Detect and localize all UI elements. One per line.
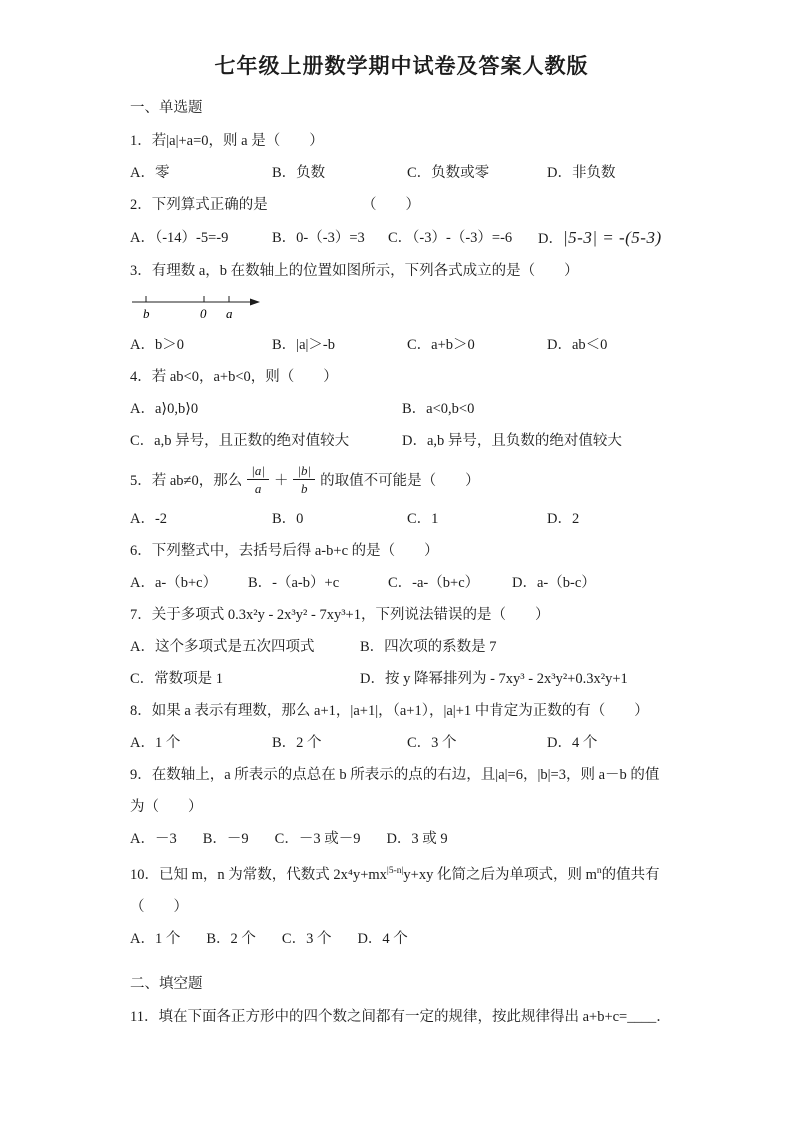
q10-option-d: D．4 个 — [357, 930, 408, 947]
q9-stem-line1: 9．在数轴上，a 所表示的点总在 b 所表示的点的右边，且|a|=6，|b|=3，则 a－b 的值 — [130, 767, 660, 783]
q8-stem: 8．如果 a 表示有理数，那么 a+1，|a+1|，（a+1），|a|+1 中肯定为正数的有（ ） — [130, 703, 649, 719]
q5-option-b: B．0 — [272, 511, 304, 527]
q5-fraction-1-numerator: |a| — [247, 463, 269, 480]
q6-stem: 6．下列整式中，去括号后得 a-b+c 的是（ ） — [130, 543, 439, 559]
q5-fraction-2-numerator: |b| — [293, 463, 315, 480]
q7-stem: 7．关于多项式 0.3x²y - 2x³y² - 7xy³+1，下列说法错误的是（ ） — [130, 607, 550, 623]
q4-options-ab — [130, 399, 673, 420]
q10-stem-mid: y+xy 化简之后为单项式，则 m — [403, 866, 597, 883]
q7-option-a: A．这个多项式是五次四项式 — [130, 639, 315, 655]
q8-option-b: B．2 个 — [272, 735, 322, 751]
numberline-arrow — [250, 299, 260, 306]
q2-option-b: B．0-（-3）=3 — [272, 230, 365, 246]
q3-option-a: A．b＞0 — [130, 337, 184, 353]
q10-stem-line2: （ ） — [130, 898, 188, 915]
q3-option-d: D．ab＜0 — [547, 337, 608, 353]
q1-option-d: D．非负数 — [547, 165, 616, 181]
q6-option-b: B．-（a-b）+c — [248, 575, 340, 591]
q6-option-a: A．a-（b+c） — [130, 575, 218, 591]
q5-stem-post: 的取值不可能是（ ） — [320, 473, 480, 489]
q2-option-a: A．（-14）-5=-9 — [130, 230, 229, 246]
q7-option-b: B．四次项的系数是 7 — [360, 639, 497, 655]
q8-option-a: A．1 个 — [130, 735, 181, 751]
q11-stem: 11．填在下面各正方形中的四个数之间都有一定的规律，按此规律得出 a+b+c=____． — [130, 1008, 671, 1025]
q3-stem: 3．有理数 a，b 在数轴上的位置如图所示，下列各式成立的是（ ） — [130, 263, 579, 279]
q3-option-c: C．a+b＞0 — [407, 337, 475, 353]
numberline-label-zero: 0 — [200, 306, 207, 321]
q4-option-c: C．a,b 异号，且正数的绝对值较大 — [130, 433, 350, 449]
q10-exponent-1: |5-n| — [386, 866, 404, 876]
q1-stem: 1．若|a|+a=0，则 a 是（ ） — [130, 133, 324, 149]
q1-option-c: C．负数或零 — [407, 165, 490, 181]
numberline-label-b: b — [143, 306, 150, 321]
q9-stem-line2: 为（ ） — [130, 799, 203, 815]
q7-options-ab — [130, 637, 673, 658]
q6-option-c: C．-a-（b+c） — [388, 575, 480, 591]
q9-option-c: C．－3 或－9 — [274, 831, 361, 847]
q5-option-d: D．2 — [547, 511, 580, 527]
q4-option-b: B．a<0,b<0 — [402, 401, 475, 417]
q8-options — [130, 733, 673, 754]
q3-options — [130, 335, 673, 356]
q7-options-cd — [130, 669, 673, 690]
q4-option-d: D．a,b 异号，且负数的绝对值较大 — [402, 433, 622, 449]
q9-options — [130, 829, 673, 850]
section1-heading: 一、单选题 — [130, 100, 203, 116]
q5-fraction-1 — [247, 463, 269, 496]
q8-option-d: D．4 个 — [547, 735, 598, 751]
q4-options-cd — [130, 431, 673, 452]
q5-fraction-2 — [293, 463, 315, 496]
number-line-svg — [130, 293, 262, 323]
q5-plus-sign: ＋ — [273, 473, 289, 489]
q10-option-c: C．3 个 — [281, 930, 332, 947]
q10-option-b: B．2 个 — [206, 930, 256, 947]
q5-stem — [130, 463, 673, 496]
q10-exponent-2: n — [596, 866, 602, 876]
q6-options — [130, 573, 673, 594]
q10-option-a: A．1 个 — [130, 930, 181, 947]
q2-option-c: C．（-3）-（-3）=-6 — [388, 230, 513, 246]
q10-stem-line1 — [130, 861, 673, 886]
q2-option-d-label: D． — [538, 231, 563, 247]
q3-number-line-figure — [130, 293, 673, 323]
q2-options — [130, 227, 673, 250]
q10-stem-post: 的值共有 — [601, 866, 660, 883]
q3-option-b: B．|a|＞-b — [272, 337, 335, 353]
section2-heading: 二、填空题 — [130, 975, 203, 992]
q8-option-c: C．3 个 — [407, 735, 457, 751]
page-title: 七年级上册数学期中试卷及答案人教版 — [214, 54, 589, 78]
q9-option-a: A．－3 — [130, 831, 177, 847]
q4-option-a: A．a⟩0,b⟩0 — [130, 401, 199, 417]
q10-options — [130, 929, 673, 950]
q5-fraction-2-denominator: b — [301, 481, 308, 496]
q1-option-a: A．零 — [130, 165, 170, 181]
q7-option-d: D．按 y 降幂排列为 - 7xy³ - 2x³y²+0.3x²y+1 — [360, 671, 628, 687]
numberline-label-a: a — [226, 306, 233, 321]
q9-option-d: D．3 或 9 — [386, 831, 448, 847]
q2-option-d — [538, 227, 673, 250]
q10-stem-pre: 10．已知 m，n 为常数，代数式 2x⁴y+mx — [130, 866, 387, 883]
q5-options — [130, 509, 673, 530]
q5-stem-pre: 5．若 ab≠0，那么 — [130, 473, 243, 489]
q5-option-a: A．-2 — [130, 511, 168, 527]
q2-stem: 2．下列算式正确的是 （ ） — [130, 197, 420, 213]
q1-option-b: B．负数 — [272, 165, 326, 181]
q5-fraction-1-denominator: a — [254, 481, 262, 496]
q2-option-d-math: |5-3| = -(5-3) — [562, 228, 662, 247]
q6-option-d: D．a-（b-c） — [512, 575, 596, 591]
q9-option-b: B．－9 — [202, 831, 249, 847]
q7-option-c: C．常数项是 1 — [130, 671, 224, 687]
q4-stem: 4．若 ab<0，a+b<0，则（ ） — [130, 369, 338, 385]
q1-options — [130, 163, 673, 184]
q5-option-c: C．1 — [407, 511, 439, 527]
